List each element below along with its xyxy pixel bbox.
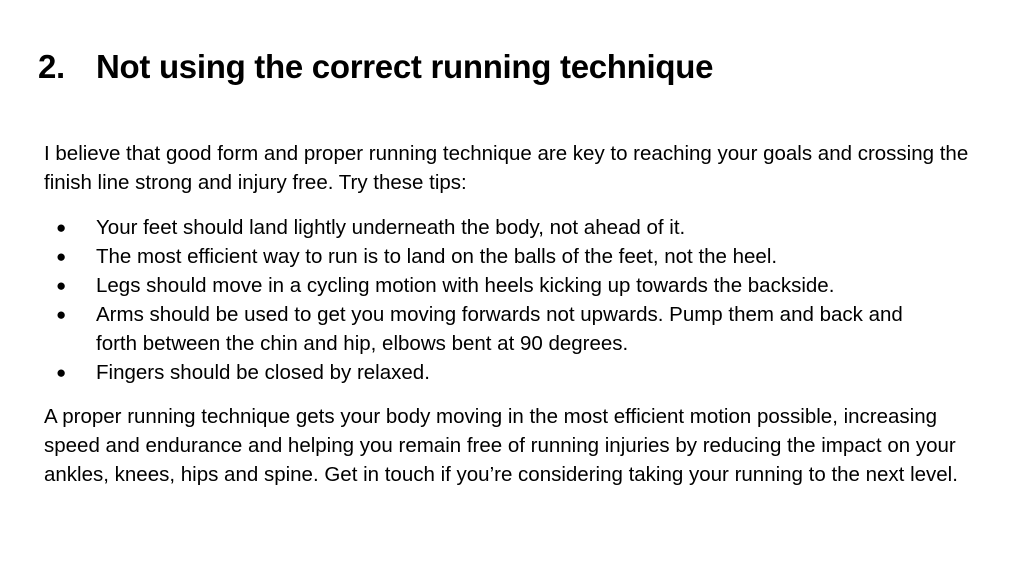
heading-title: Not using the correct running technique <box>96 48 714 85</box>
tip-text: Fingers should be closed by relaxed. <box>96 361 430 384</box>
tip-text: Legs should move in a cycling motion with heels kicking up towards the backside. <box>96 274 835 297</box>
bullet-icon: ● <box>56 247 67 266</box>
tip-text: The most efficient way to run is to land on the balls of the feet, not the heel. <box>96 245 778 268</box>
intro-paragraph: I believe that good form and proper running technique are key to reaching your goals and crossing the finish line strong and injury free. Try these tips: <box>44 142 969 194</box>
tips-list <box>44 213 984 387</box>
list-item <box>44 271 949 300</box>
slide-heading <box>38 46 713 88</box>
heading-number: 2. <box>38 48 65 85</box>
list-item <box>44 242 949 271</box>
list-item <box>44 213 949 242</box>
bullet-icon: ● <box>56 276 67 295</box>
list-item <box>44 300 949 358</box>
tip-text: Arms should be used to get you moving forwards not upwards. Pump them and back and forth between the chin and hip, elbows bent at 90 degrees. <box>96 303 903 355</box>
tip-text: Your feet should land lightly underneath the body, not ahead of it. <box>96 216 686 239</box>
bullet-icon: ● <box>56 305 67 324</box>
bullet-icon: ● <box>56 218 67 237</box>
conclusion-paragraph: A proper running technique gets your body moving in the most efficient motion possible, increasing speed and endurance and helping you remain free of running injuries by reducing the impact on your ankles, knees, hips and spine. Get in touch if you’re considering taking your running to the next level. <box>44 405 958 486</box>
bullet-icon: ● <box>56 363 67 382</box>
slide-body <box>44 139 984 489</box>
list-item <box>44 358 949 387</box>
